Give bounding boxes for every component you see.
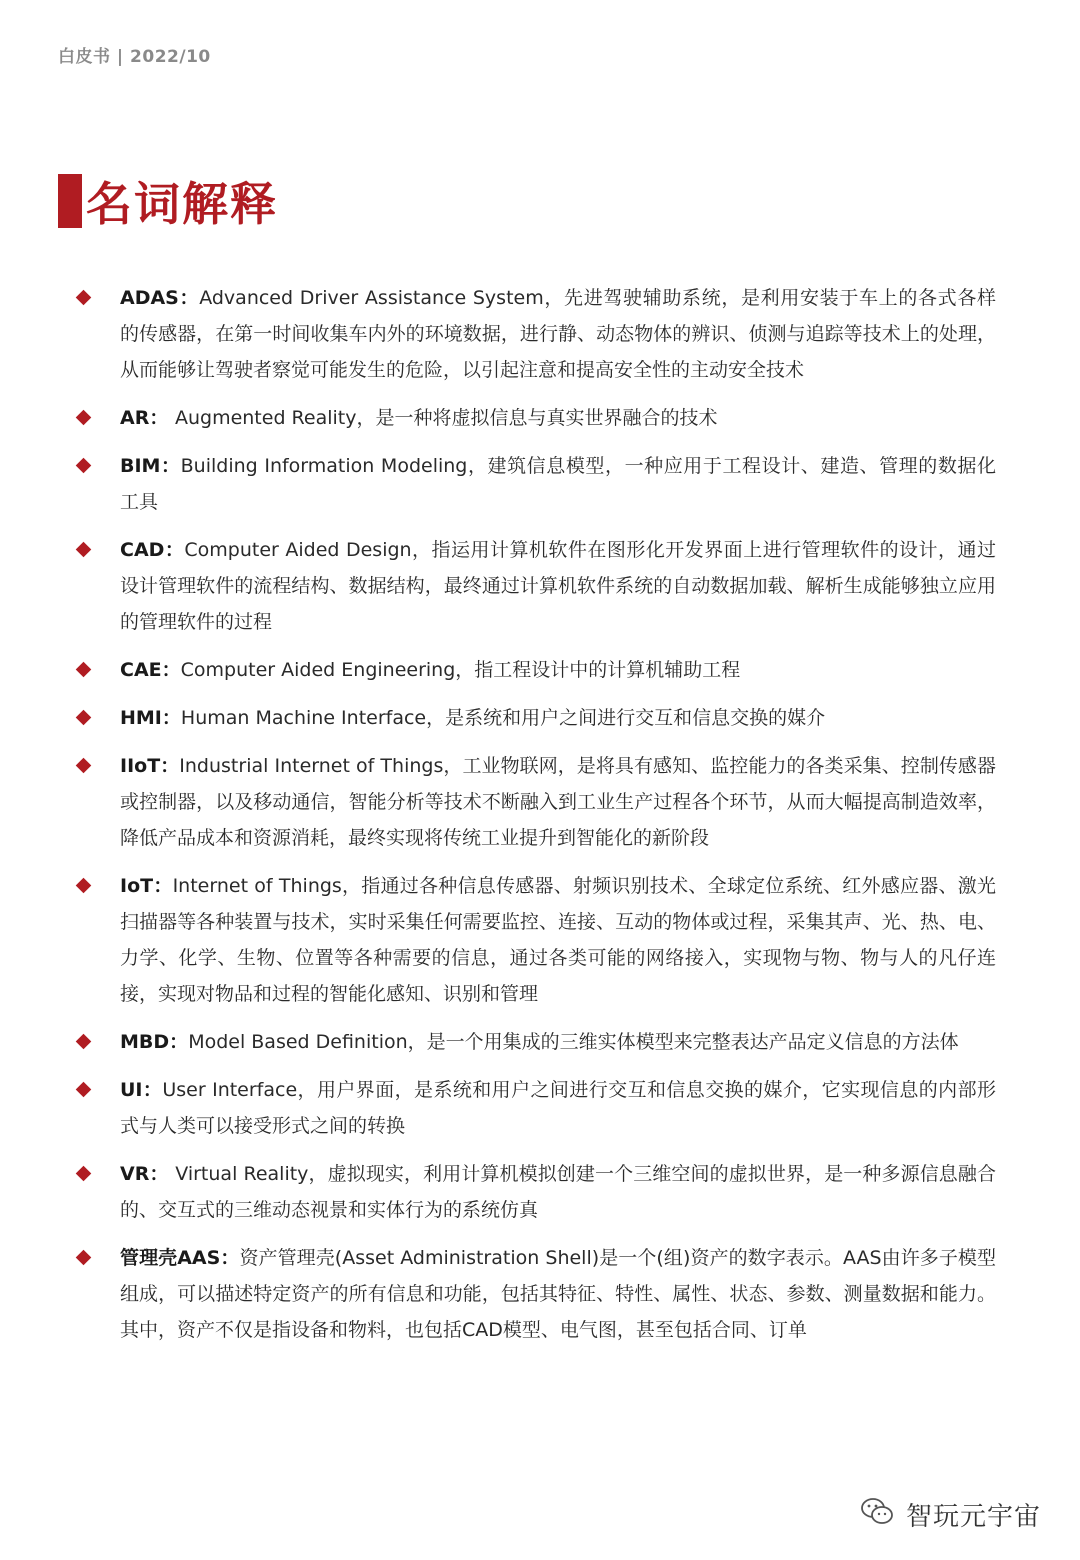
diamond-bullet-icon [76, 758, 92, 774]
glossary-definition: Human Machine Interface，是系统和用户之间进行交互和信息交换的媒介 [180, 707, 826, 729]
term-separator: ： [169, 1031, 189, 1053]
term-separator: ： [220, 1247, 240, 1269]
glossary-term: BIM [120, 455, 161, 477]
glossary-term: IIoT [120, 755, 161, 777]
glossary-definition: Building Information Modeling，建筑信息模型，一种应用于工程设计、建造、管理的数据化工具 [120, 455, 996, 513]
term-separator: ： [149, 1163, 176, 1185]
glossary-entry [72, 280, 996, 388]
glossary-entry [72, 1024, 996, 1060]
diamond-bullet-icon [76, 1082, 92, 1098]
glossary-term: ADAS [120, 287, 179, 309]
page-title: 名词解释 [86, 177, 278, 231]
watermark-label: 智玩元宇宙 [906, 1502, 1042, 1532]
term-separator: ： [153, 875, 173, 897]
diamond-bullet-icon [76, 878, 92, 894]
term-separator: ： [160, 755, 180, 777]
term-separator: ： [178, 287, 200, 309]
glossary-definition: Internet of Things，指通过各种信息传感器、射频识别技术、全球定位系统、红外感应器、激光扫描器等各种装置与技术，实时采集任何需要监控、连接、互动的物体或过程，采集其声、光、热、电、力学、化学、生物、位置等各种需要的信息，通过各类可能的网络接入，实现物与物、物与人的凡仔连接，实现对物品和过程的智能化感知、识别和管理 [120, 875, 996, 1005]
diamond-bullet-icon [76, 410, 92, 426]
glossary-definition: Virtual Reality，虚拟现实，利用计算机模拟创建一个三维空间的虚拟世界，是一种多源信息融合的、交互式的三维动态视景和实体行为的系统仿真 [120, 1163, 996, 1221]
glossary-term: MBD [120, 1031, 170, 1053]
diamond-bullet-icon [76, 1250, 92, 1266]
glossary-term: VR [120, 1163, 150, 1185]
glossary-definition: Computer Aided Engineering，指工程设计中的计算机辅助工程 [180, 659, 741, 681]
diamond-bullet-icon [76, 662, 92, 678]
diamond-bullet-icon [76, 1034, 92, 1050]
diamond-bullet-icon [76, 1166, 92, 1182]
diamond-bullet-icon [76, 542, 92, 558]
glossary-entry [72, 400, 996, 436]
term-separator: ： [160, 455, 181, 477]
glossary-list [72, 280, 996, 1360]
glossary-entry [72, 1072, 996, 1144]
glossary-entry [72, 748, 996, 856]
term-separator: ： [161, 707, 181, 729]
glossary-entry [72, 700, 996, 736]
glossary-definition: Industrial Internet of Things，工业物联网，是将具有感知、监控能力的各类采集、控制传感器或控制器，以及移动通信，智能分析等技术不断融入到工业生产过程各个环节，从而大幅提高制造效率，降低产品成本和资源消耗，最终实现将传统工业提升到智能化的新阶段 [120, 755, 996, 849]
glossary-entry [72, 532, 996, 640]
glossary-term: AR [120, 407, 150, 429]
term-separator: ： [142, 1079, 163, 1101]
glossary-term: IoT [120, 875, 154, 897]
glossary-term: CAE [120, 659, 162, 681]
glossary-entry [72, 868, 996, 1012]
glossary-definition: Advanced Driver Assistance System，先进驾驶辅助系统，是利用安装于车上的各式各样的传感器，在第一时间收集车内外的环境数据，进行静、动态物体的辨识、侦测与追踪等技术上的处理，从而能够让驾驶者察觉可能发生的危险，以引起注意和提高安全性的主动安全技术 [120, 287, 996, 381]
heading-accent-bar [58, 174, 82, 228]
glossary-term: HMI [120, 707, 162, 729]
glossary-definition: Computer Aided Design，指运用计算机软件在图形化开发界面上进行管理软件的设计，通过设计管理软件的流程结构、数据结构，最终通过计算机软件系统的自动数据加载、解析生成能够独立应用的管理软件的过程 [120, 539, 996, 633]
glossary-definition: Augmented Reality，是一种将虚拟信息与真实世界融合的技术 [174, 407, 718, 429]
wechat-icon [860, 1496, 894, 1526]
document-meta: 白皮书 | 2022/10 [58, 47, 211, 67]
term-separator: ： [149, 407, 175, 429]
glossary-entry [72, 1156, 996, 1228]
diamond-bullet-icon [76, 290, 92, 306]
term-separator: ： [161, 659, 181, 681]
glossary-definition: Model Based Definition，是一个用集成的三维实体模型来完整表达产品定义信息的方法体 [188, 1031, 959, 1053]
glossary-entry [72, 652, 996, 688]
glossary-term: UI [120, 1079, 143, 1101]
term-separator: ： [164, 539, 185, 561]
glossary-entry [72, 1240, 996, 1348]
glossary-definition: User Interface，用户界面，是系统和用户之间进行交互和信息交换的媒介，它实现信息的内部形式与人类可以接受形式之间的转换 [120, 1079, 996, 1137]
glossary-definition: 资产管理壳(Asset Administration Shell)是一个(组)资产的数字表示。AAS由许多子模型组成，可以描述特定资产的所有信息和功能，包括其特征、特性、属性、状态、参数、测量数据和能力。其中，资产不仅是指设备和物料，也包括CAD模型、电气图，甚至包括合同、订单 [120, 1247, 996, 1341]
glossary-term: CAD [120, 539, 165, 561]
glossary-entry [72, 448, 996, 520]
glossary-term: 管理壳AAS [120, 1247, 221, 1269]
section-heading [58, 172, 278, 230]
diamond-bullet-icon [76, 710, 92, 726]
diamond-bullet-icon [76, 458, 92, 474]
